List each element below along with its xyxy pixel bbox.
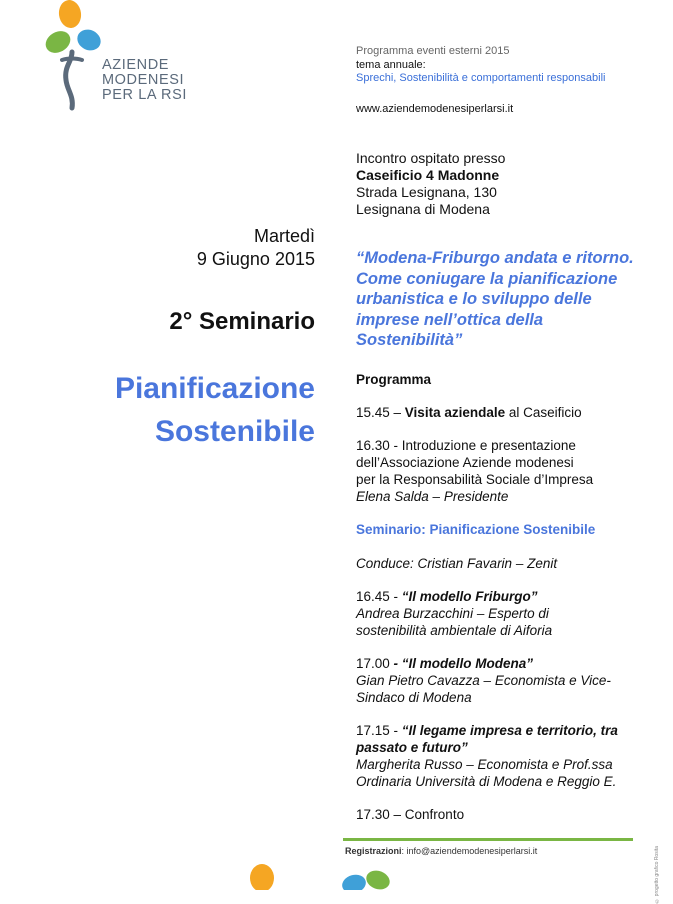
- program-heading: Programma: [356, 372, 432, 387]
- talk1-title: “Il modello Friburgo”: [401, 589, 538, 604]
- website-link[interactable]: www.aziendemodenesiperlarsi.it: [356, 103, 514, 115]
- talk2-time: 17.00: [356, 656, 394, 671]
- moderator: Conduce: Cristian Favarin – Zenit: [356, 556, 558, 571]
- footer-email[interactable]: info@aziendemodenesiperlarsi.it: [406, 846, 538, 856]
- talk3-header: [356, 722, 618, 739]
- visit-rest: al Caseificio: [505, 405, 582, 420]
- program-label: Programma eventi esterni 2015: [356, 45, 510, 57]
- seminar-heading: Seminario: Pianificazione Sostenibile: [356, 522, 596, 537]
- talk1-header: [356, 588, 538, 605]
- logo-line1: AZIENDE: [102, 57, 170, 73]
- theme-value: Sprechi, Sostenibilità e comportamenti responsabili: [356, 72, 606, 84]
- leaf-cluster-icon: [340, 866, 396, 890]
- intro-line1: 16.30 - Introduzione e presentazione: [356, 438, 576, 453]
- title-line1: Pianificazione: [114, 372, 315, 405]
- logo-line2: MODENESI: [102, 72, 185, 88]
- visit-time: 15.45 –: [356, 405, 405, 420]
- talk3-title-line2: passato e futuro”: [356, 740, 468, 755]
- footer-registration: [345, 846, 537, 856]
- talk2-header: [356, 655, 533, 672]
- footer-separator: :: [401, 846, 407, 856]
- talk3-time: 17.15 -: [356, 723, 402, 738]
- title-line2: Sostenibile: [154, 415, 315, 448]
- talk3-speaker-line2: Ordinaria Università di Modena e Reggio E.: [356, 774, 617, 789]
- venue-intro: Incontro ospitato presso: [356, 150, 506, 166]
- footer-label: Registrazioni: [345, 846, 402, 856]
- visit-item: [356, 404, 582, 421]
- talk2-speaker-line2: Sindaco di Modena: [356, 690, 472, 705]
- intro-line2: dell’Associazione Aziende modenesi: [356, 455, 574, 470]
- talk1-speaker-line2: sostenibilità ambientale di Aiforia: [356, 623, 553, 638]
- theme-label: tema annuale:: [356, 59, 426, 71]
- logo: [42, 0, 187, 118]
- talk2-title: - “Il modello Modena”: [393, 656, 534, 671]
- visit-title: Visita aziendale: [404, 405, 506, 420]
- leaf-orange-icon: [246, 862, 278, 890]
- logo-line3: PER LA RSI: [102, 87, 187, 103]
- event-day: Martedì: [253, 226, 315, 246]
- side-credit: © progetto grafico Rosita: [654, 846, 660, 904]
- venue-city: Lesignana di Modena: [356, 201, 490, 217]
- talk2-speaker-line1: Gian Pietro Cavazza – Economista e Vice-: [356, 673, 611, 688]
- intro-speaker: Elena Salda – Presidente: [356, 489, 509, 504]
- venue-name: Caseificio 4 Madonne: [356, 167, 500, 183]
- footer-divider: [343, 838, 633, 841]
- talk1-time: 16.45 -: [356, 589, 402, 604]
- seminar-quote: “Modena-Friburgo andata e ritorno. Come coniugare la pianificazione urbanistica e lo sviluppo delle imprese nell’ottica della Sostenibilità”: [356, 249, 634, 349]
- venue-street: Strada Lesignana, 130: [356, 184, 497, 200]
- talk1-speaker-line1: Andrea Burzacchini – Esperto di: [356, 606, 549, 621]
- closing-item: 17.30 – Confronto: [356, 807, 465, 822]
- seminar-number: 2° Seminario: [169, 308, 315, 335]
- talk3-title-line1: “Il legame impresa e territorio, tra: [401, 723, 618, 738]
- intro-line3: per la Responsabilità Sociale d’Impresa: [356, 472, 594, 487]
- talk3-speaker-line1: Margherita Russo – Economista e Prof.ssa: [356, 757, 613, 772]
- event-date: 9 Giugno 2015: [196, 249, 315, 269]
